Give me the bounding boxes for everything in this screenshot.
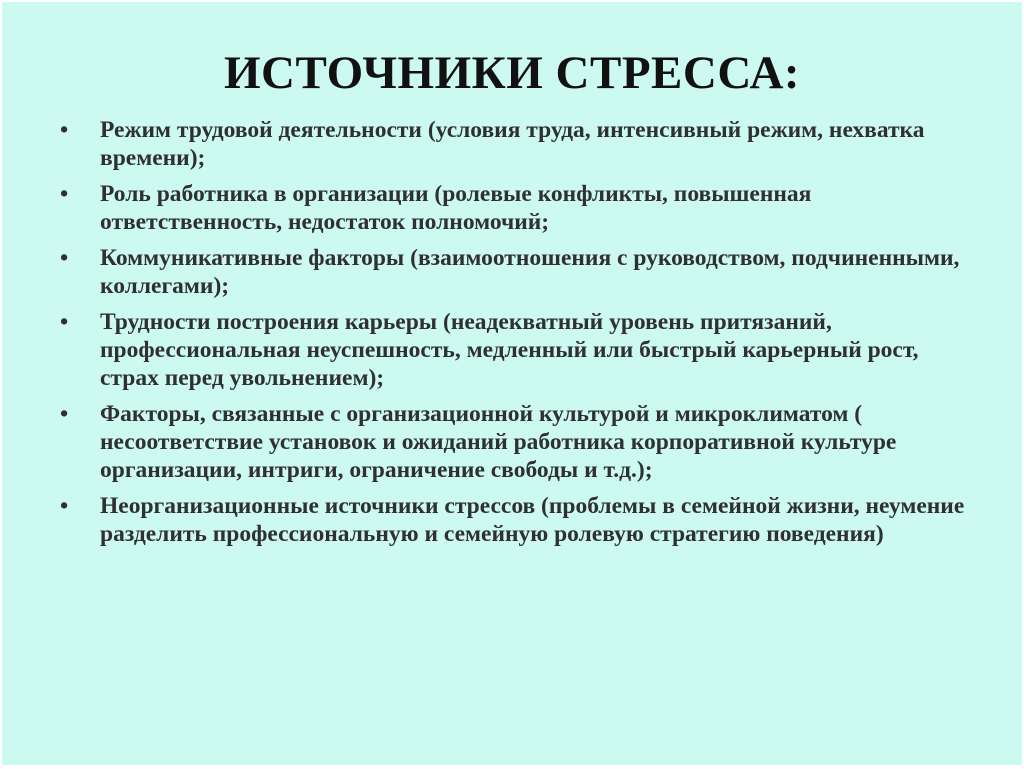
- bullet-item: [60, 180, 965, 236]
- bullet-item: [60, 308, 965, 392]
- bullet-text: Трудности построения карьеры (неадекватный уровень притязаний, профессиональная неуспешность, медленный или быстрый карьерный рост, страх перед увольнением);: [100, 309, 919, 391]
- bullet-text: Режим трудовой деятельности (условия труда, интенсивный режим, нехватка времени);: [100, 117, 925, 171]
- bullet-item: [60, 244, 965, 300]
- bullet-list: [60, 116, 965, 556]
- bullet-text: Факторы, связанные с организационной культурой и микроклиматом ( несоответствие установок и ожиданий работника корпоративной культуре организации, интриги, ограничение свободы и т.д.);: [100, 401, 897, 483]
- bullet-item: [60, 492, 965, 548]
- bullet-text: Роль работника в организации (ролевые конфликты, повышенная ответственность, недостаток полномочий;: [100, 181, 812, 235]
- bullet-mark: •: [60, 401, 69, 427]
- bullet-mark: •: [60, 493, 69, 519]
- bullet-mark: •: [60, 245, 69, 271]
- bullet-mark: •: [60, 117, 69, 143]
- bullet-item: [60, 116, 965, 172]
- slide-title: ИСТОЧНИКИ СТРЕССА:: [223, 47, 801, 99]
- bullet-text: Коммуникативные факторы (взаимоотношения с руководством, подчиненными, коллегами);: [100, 245, 960, 299]
- bullet-item: [60, 400, 965, 484]
- bullet-text: Неорганизационные источники стрессов (проблемы в семейной жизни, неумение разделить профессиональную и семейную ролевую стратегию поведения): [100, 493, 965, 547]
- bullet-mark: •: [60, 309, 69, 335]
- bullet-mark: •: [60, 181, 69, 207]
- slide: [2, 2, 1022, 765]
